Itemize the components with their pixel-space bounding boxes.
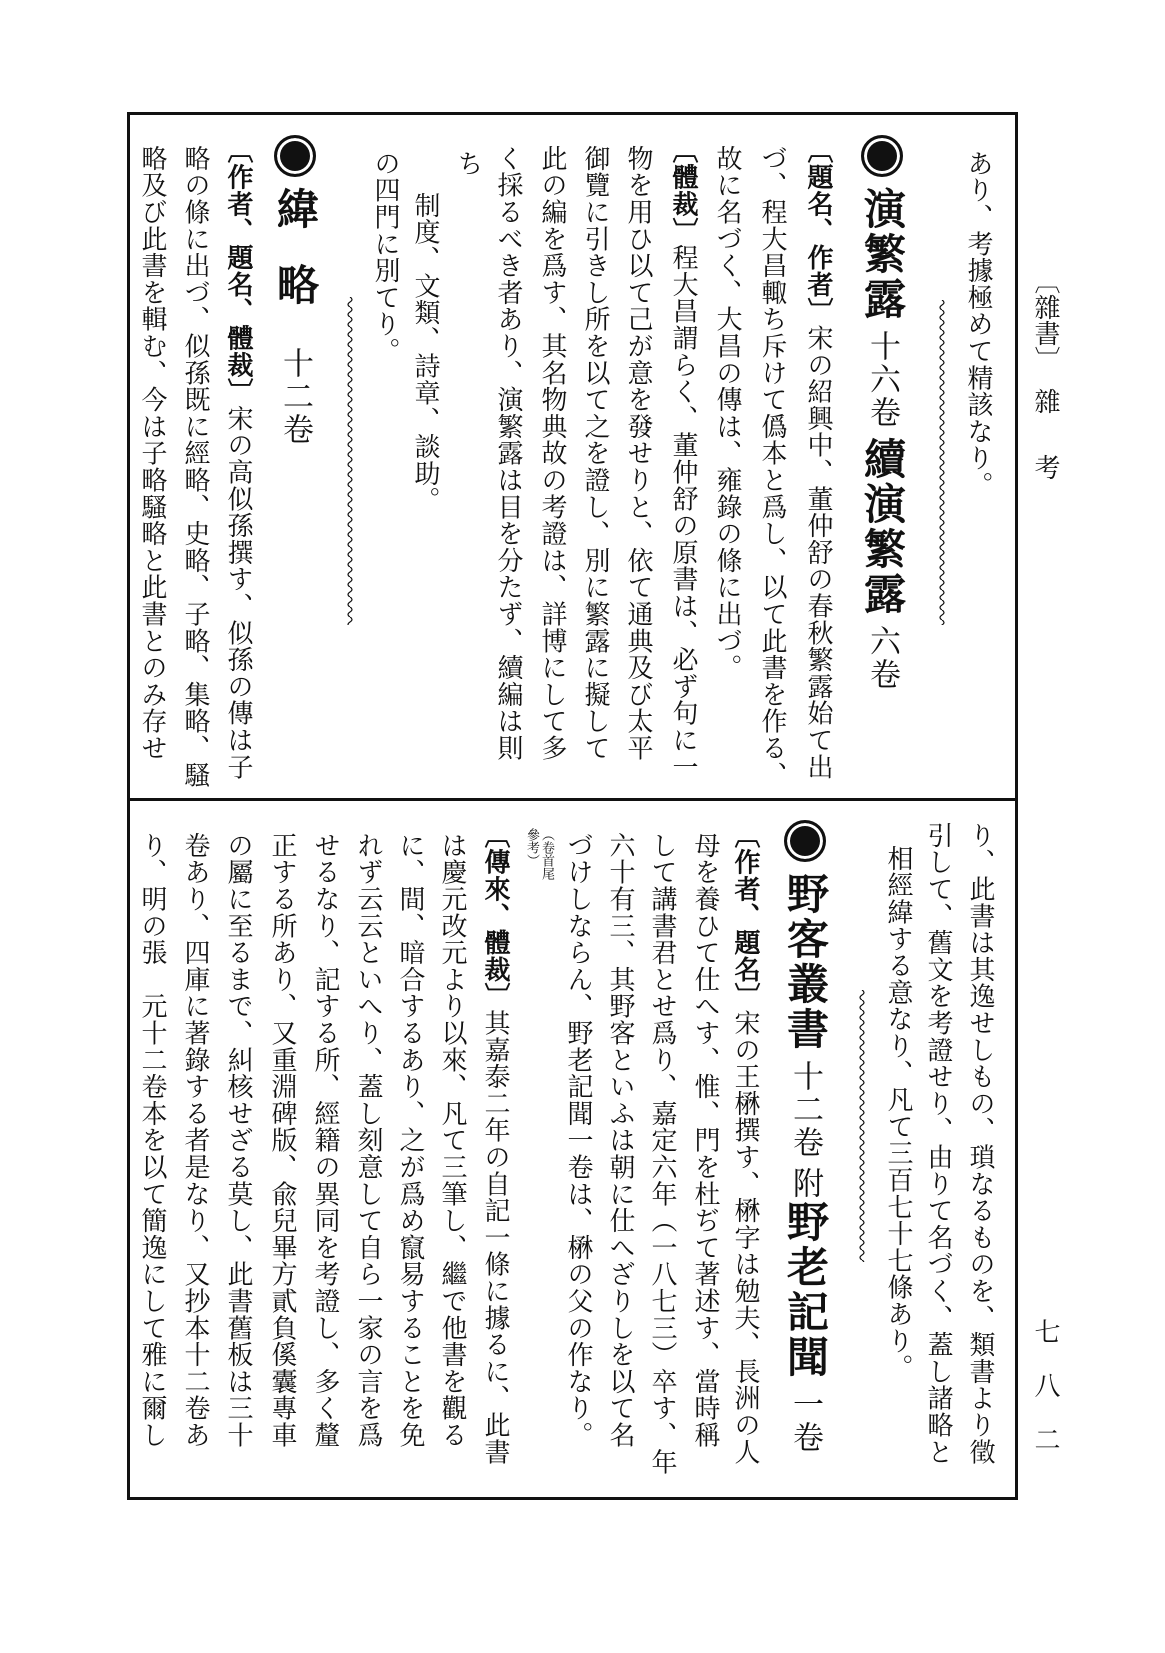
running-head-category: 〔雜書〕 — [1030, 268, 1060, 372]
text-line: 母を養ひて仕へす、惟、門を杜ぢて著述す、當時稱 — [690, 832, 720, 1449]
text-line — [669, 137, 696, 780]
text-line-indented: 制度、文類、詩章、談助。 — [410, 192, 440, 514]
text-line — [731, 822, 758, 1465]
text-line: く採るべき者あり、演繁露は目を分たず、續編は則 — [493, 145, 523, 762]
entry-title: 緯略 — [271, 187, 320, 339]
text-line: 略及び此書を輯む、今は子略騷略と此書とのみ存せ — [137, 145, 167, 762]
line-text: 宋の高似孫撰す、似孫の傳は子 — [223, 405, 253, 781]
text-line: は慶元改元より以來、凡て三筆し、繼で他書を觀る — [437, 832, 467, 1449]
text-line: 相經緯する意なり、凡て三百七十七條あり。 — [883, 845, 913, 1381]
text-line: 略の條に出づ、似孫既に經略、史略、子略、集略、騷 — [180, 145, 210, 789]
bullet-icon — [784, 820, 826, 862]
entry-volumes-secondary: 一卷 — [787, 1388, 823, 1454]
section-label: 〔體裁〕 — [668, 137, 698, 245]
text-line: 卷あり、四庫に著錄する者是なり、又抄本十二卷あ — [180, 832, 210, 1449]
entry-heading — [779, 820, 831, 1462]
section-label: 〔作者、題名〕 — [730, 822, 760, 1010]
entry-volumes: 十六卷 — [864, 330, 900, 429]
prev-entry-tail: あり、考據極めて精該なり。 — [963, 150, 993, 499]
text-line — [481, 822, 508, 1465]
appendix-mark: 附 — [787, 1167, 823, 1198]
text-line: 御覽に引きし所を以て之を證し、別に繁露に擬して — [580, 145, 610, 762]
text-line: 正する所あり、又重淵碑版、兪兒畢方貳負傒囊專車 — [267, 832, 297, 1449]
text-line: づけしならん、野老記聞一卷は、楙の父の作なり。 — [563, 832, 593, 1449]
text-line: の屬に至るまで、糾核せざる莫し、此書舊板は三十 — [223, 832, 253, 1449]
entry-volumes-secondary: 六卷 — [864, 625, 900, 691]
text-line: れず云云といへり、蓋し刻意して自ら一家の言を爲 — [353, 832, 383, 1449]
entry-title-secondary: 野老記聞 — [781, 1200, 830, 1380]
entry-volumes: 十二卷 — [277, 347, 313, 446]
text-line: 故に名づく、大昌の傳は、雍錄の條に出づ。 — [712, 145, 742, 681]
text-line: に、間、暗合するあり、之が爲め竄易することを免 — [395, 832, 425, 1449]
entry-heading — [269, 135, 321, 454]
entry-volumes: 十二卷 — [787, 1060, 823, 1159]
text-line: り、此書は其逸せしもの、瑣なるものを、類書より徵 — [965, 822, 995, 1466]
reference-note-line: 參考） — [524, 828, 539, 867]
wavy-divider — [936, 300, 948, 625]
page-number: 七八二 — [1030, 1318, 1060, 1480]
wavy-divider — [344, 297, 356, 625]
entry-title: 演繁露 — [858, 187, 907, 322]
line-text: 其嘉泰二年の自記一條に據るに、此書 — [480, 1009, 510, 1466]
text-line: づ、程大昌輙ち斥けて僞本と爲し、以て此書を作る、 — [757, 145, 787, 789]
section-label: 〔傳來、體裁〕 — [480, 822, 510, 1010]
text-line: 六十有三、其野客といふは朝に仕へざりしを以て名 — [605, 832, 635, 1449]
bullet-icon — [274, 135, 316, 177]
horizontal-divider — [127, 798, 1018, 801]
text-line: 此の編を爲す、其名物典故の考證は、詳博にして多 — [537, 145, 567, 762]
line-text: 宋の紹興中、董仲舒の春秋繁露始て出 — [803, 324, 833, 781]
bullet-icon — [861, 135, 903, 177]
entry-title: 野客叢書 — [781, 872, 830, 1052]
reference-note — [524, 828, 554, 880]
entry-heading — [856, 135, 908, 699]
text-line: して講書君とせ爲り、嘉定六年（一八七三）卒す、年 — [647, 832, 677, 1476]
text-line: り、明の張 元十二卷本を以て簡逸にして雅に爾し — [137, 832, 167, 1449]
text-line: ち — [453, 150, 483, 177]
text-line: せるなり、記する所、經籍の異同を考證し、多く釐 — [310, 832, 340, 1449]
text-line: の四門に別てり。 — [370, 150, 400, 365]
reference-note-line: （卷首尾 — [539, 828, 554, 880]
section-label: 〔作者、題名、體裁〕 — [223, 137, 253, 405]
section-label: 〔題名、作者〕 — [803, 137, 833, 325]
line-text: 程大昌謂らく、董仲舒の原書は、必ず句に一 — [668, 244, 698, 781]
text-line: 引して、舊文を考證せり、由りて名づく、蓋し諸略と — [923, 822, 953, 1466]
text-line: 物を用ひ以て己が意を發せりと、依て通典及び太平 — [623, 145, 653, 762]
text-line — [224, 137, 251, 780]
text-line — [804, 137, 831, 780]
wavy-divider — [856, 990, 868, 1262]
running-head-section: 雜考 — [1030, 388, 1060, 520]
entry-title-secondary: 續演繁露 — [858, 437, 907, 617]
line-text: 宋の王楙撰す、楙字は勉夫、長洲の人 — [730, 1009, 760, 1466]
